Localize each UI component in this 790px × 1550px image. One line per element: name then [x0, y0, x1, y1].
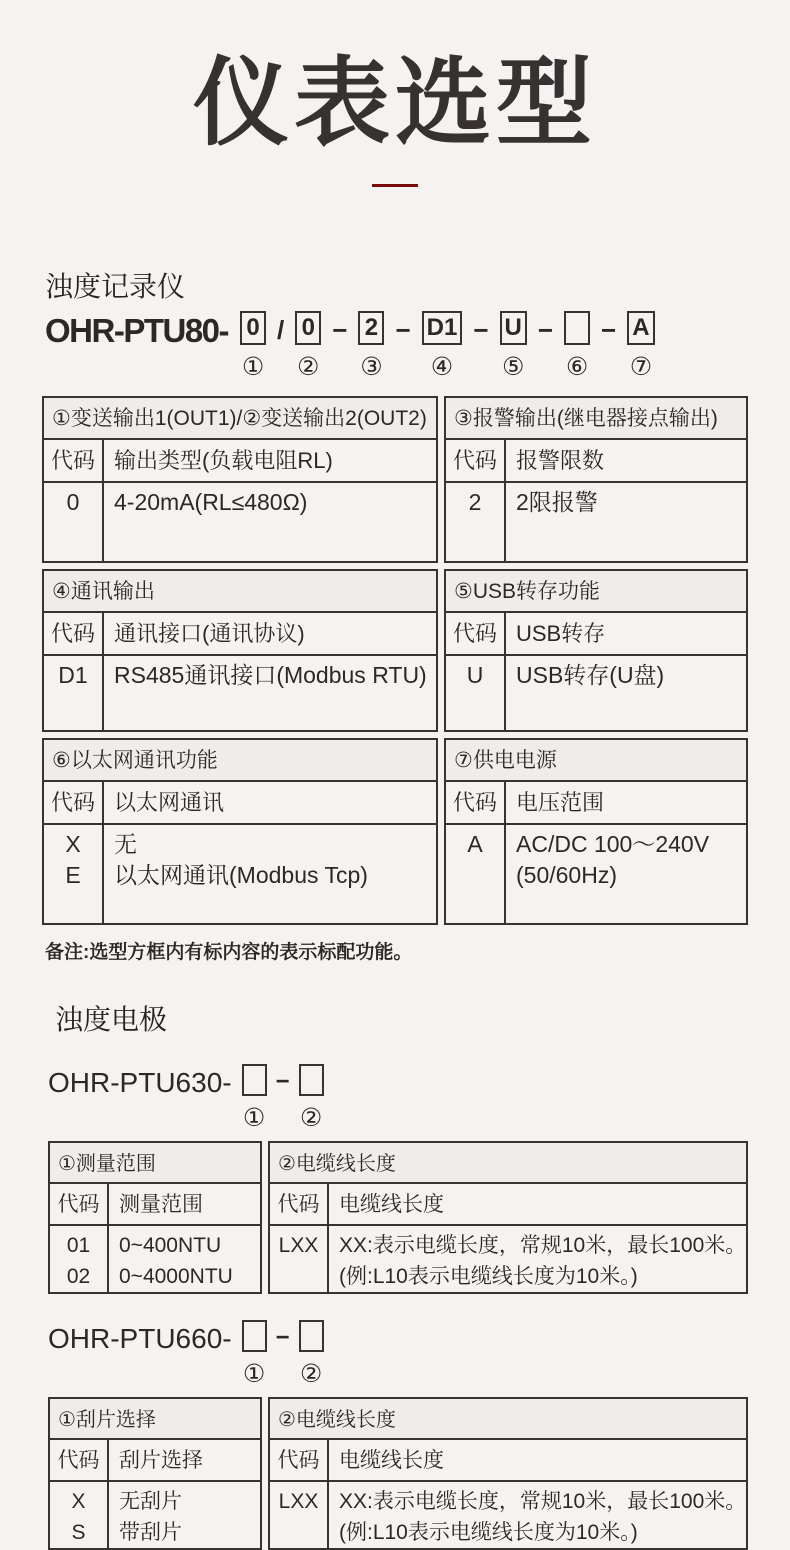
code-column-header: 代码: [50, 1440, 109, 1480]
section-title: ②电缆线长度: [270, 1143, 746, 1184]
section-subheader: [44, 782, 436, 825]
spec-section-power: [444, 738, 748, 925]
model-slot-box: D1: [422, 311, 463, 345]
code-column-header: 代码: [446, 613, 506, 654]
title-underline: [372, 184, 418, 187]
section-subheader: [270, 1440, 746, 1482]
spec-table-ptu660: [48, 1397, 748, 1550]
section-title: ①变送输出1(OUT1)/②变送输出2(OUT2): [44, 398, 436, 440]
desc-column: [104, 656, 436, 730]
spec-row-3: [42, 738, 748, 925]
desc-column: [506, 656, 746, 730]
recorder-heading: 浊度记录仪: [45, 270, 186, 302]
section-title: ⑥以太网通讯功能: [44, 740, 436, 782]
spec-section-alarm-output: [444, 396, 748, 563]
section-subheader: [50, 1440, 260, 1482]
desc-column: [506, 483, 746, 561]
desc-cell: RS485通讯接口(Modbus RTU): [114, 661, 427, 688]
code-cell: A: [467, 830, 483, 857]
code-column-header: 代码: [44, 782, 104, 823]
section-title: ①测量范围: [50, 1143, 260, 1184]
spec-row: [48, 1397, 748, 1550]
model-slot-box: [242, 1064, 267, 1096]
model-slot-1: [242, 1320, 267, 1389]
model-slot-1: [242, 1064, 267, 1133]
desc-column-header: 电压范围: [516, 789, 605, 815]
model-slot-box: U: [500, 311, 527, 345]
desc-column: [104, 825, 436, 923]
desc-column-header: 电缆线长度: [339, 1448, 444, 1472]
section-data: [446, 825, 746, 923]
section-data: [44, 825, 436, 923]
code-column-header: 代码: [50, 1184, 109, 1224]
slot-separator: −: [275, 1067, 290, 1095]
code-column: [270, 1482, 329, 1548]
desc-cell: XX:表示电缆长度，常规10米，最长100米。: [339, 1489, 747, 1513]
desc-cell: 0~400NTU: [119, 1233, 222, 1257]
spec-table-recorder: [42, 396, 748, 925]
section-subheader: [50, 1184, 260, 1226]
code-cell: X: [65, 830, 81, 857]
slot-separator: −: [275, 1323, 290, 1351]
desc-column: [109, 1226, 260, 1292]
desc-cell: (50/60Hz): [516, 861, 617, 888]
slot-separator: −: [332, 314, 348, 345]
code-column-header: 代码: [446, 782, 506, 823]
model-prefix: OHR-PTU660-: [48, 1322, 232, 1354]
section-subheader: [446, 440, 746, 483]
code-column: [50, 1482, 109, 1548]
desc-cell: 0~4000NTU: [119, 1264, 233, 1288]
section-data: [270, 1482, 746, 1548]
model-slot-box: 0: [240, 311, 266, 345]
spec-section-wiper: [48, 1397, 262, 1550]
section-title: ⑤USB转存功能: [446, 571, 746, 613]
model-slot-1: [240, 311, 266, 382]
code-cell: D1: [58, 661, 88, 688]
model-slot-box: [299, 1064, 324, 1096]
model-slot-box: 2: [358, 311, 384, 345]
spec-section-cable-length: [268, 1397, 748, 1550]
model-slot-2: [299, 1064, 324, 1133]
desc-column: [329, 1482, 746, 1548]
slot-number: ①: [242, 1103, 266, 1132]
code-cell: 02: [66, 1264, 91, 1288]
model-slot-7: [627, 311, 654, 382]
spec-row-2: [42, 569, 748, 732]
spec-section-transmit-output: [42, 396, 438, 563]
section-data: [446, 656, 746, 730]
model-slot-3: [358, 311, 384, 382]
electrode-heading: 浊度电极: [55, 1003, 168, 1035]
spec-section-cable-length: [268, 1141, 748, 1294]
slot-separator: −: [537, 314, 554, 345]
code-cell: LXX: [278, 1489, 319, 1513]
slot-number: ①: [242, 1359, 266, 1388]
spec-section-usb: [444, 569, 748, 732]
desc-cell: 2限报警: [516, 488, 598, 515]
code-column-header: 代码: [446, 440, 506, 481]
section-data: [44, 483, 436, 561]
code-column: [446, 483, 506, 561]
desc-column-header: 以太网通讯: [114, 789, 225, 815]
section-data: [446, 483, 746, 561]
desc-cell: USB转存(U盘): [516, 661, 665, 688]
section-title: ⑦供电电源: [446, 740, 746, 782]
code-column: [446, 656, 506, 730]
model-slot-4: [422, 311, 463, 382]
code-column: [44, 656, 104, 730]
desc-cell: (例:L10表示电缆线长度为10米。): [339, 1264, 638, 1288]
desc-cell: 无刮片: [119, 1489, 182, 1513]
desc-column-header: 报警限数: [516, 447, 605, 473]
desc-column-header: 通讯接口(通讯协议): [114, 620, 305, 646]
code-cell: X: [71, 1489, 86, 1513]
desc-column: [506, 825, 746, 923]
section-title: ④通讯输出: [44, 571, 436, 613]
code-cell: 0: [66, 488, 80, 515]
desc-cell: AC/DC 100～240V: [516, 830, 710, 857]
section-title: ②电缆线长度: [270, 1399, 746, 1440]
desc-column: [329, 1226, 746, 1292]
model-slot-box: [564, 311, 590, 345]
slot-number: ⑥: [565, 352, 589, 381]
slot-number: ②: [299, 1103, 323, 1132]
code-cell: U: [466, 661, 484, 688]
code-cell: 2: [468, 488, 482, 515]
model-slot-box: A: [627, 311, 654, 345]
desc-cell: 带刮片: [119, 1520, 182, 1544]
section-subheader: [446, 782, 746, 825]
desc-column-header: 测量范围: [119, 1192, 203, 1216]
desc-column-header: USB转存: [516, 620, 606, 646]
slot-number: ⑦: [629, 352, 653, 381]
slot-number: ③: [360, 352, 383, 381]
model-slot-box: [299, 1320, 324, 1352]
model-slot-2: [295, 311, 321, 382]
code-cell: LXX: [278, 1233, 319, 1257]
section-subheader: [44, 613, 436, 656]
slot-number: ④: [430, 352, 454, 381]
spec-section-range: [48, 1141, 262, 1294]
spec-row: [48, 1141, 748, 1294]
desc-cell: (例:L10表示电缆线长度为10米。): [339, 1520, 638, 1544]
desc-column: [109, 1482, 260, 1548]
section-title: ③报警输出(继电器接点输出): [446, 398, 746, 440]
desc-cell: 4-20mA(RL≤480Ω): [114, 488, 308, 515]
spec-section-comm-output: [42, 569, 438, 732]
model-slot-6: [564, 311, 590, 382]
desc-column-header: 电缆线长度: [339, 1192, 444, 1216]
code-column: [44, 825, 104, 923]
section-data: [270, 1226, 746, 1292]
model-slot-box: [242, 1320, 267, 1352]
model-slot-2: [299, 1320, 324, 1389]
slot-separator: /: [277, 314, 285, 345]
slot-number: ②: [299, 1359, 323, 1388]
desc-column-header: 刮片选择: [119, 1448, 203, 1472]
section-subheader: [270, 1184, 746, 1226]
model-slot-5: [500, 311, 527, 382]
model-prefix: OHR-PTU630-: [48, 1066, 232, 1098]
slot-separator: −: [601, 314, 617, 345]
model-code-row-ptu80: [45, 311, 790, 382]
code-cell: E: [65, 861, 81, 888]
code-column-header: 代码: [270, 1184, 329, 1224]
slot-number: ①: [241, 352, 265, 381]
slot-number: ②: [297, 352, 320, 381]
code-column-header: 代码: [44, 613, 104, 654]
code-column: [270, 1226, 329, 1292]
section-data: [44, 656, 436, 730]
desc-cell: 以太网通讯(Modbus Tcp): [114, 861, 368, 888]
spec-table-ptu630: [48, 1141, 748, 1294]
section-title: ①刮片选择: [50, 1399, 260, 1440]
desc-column-header: 输出类型(负载电阻RL): [114, 447, 333, 473]
code-column: [446, 825, 506, 923]
spec-row-1: [42, 396, 748, 563]
slot-separator: −: [395, 314, 411, 345]
desc-cell: 无: [114, 830, 137, 857]
code-cell: 01: [66, 1233, 91, 1257]
code-column-header: 代码: [270, 1440, 329, 1480]
code-column: [50, 1226, 109, 1292]
section-data: [50, 1482, 260, 1548]
desc-column: [104, 483, 436, 561]
code-column: [44, 483, 104, 561]
section-data: [50, 1226, 260, 1292]
section-subheader: [44, 440, 436, 483]
note-text: 备注:选型方框内有标内容的表示标配功能。: [45, 941, 413, 963]
model-slot-box: 0: [295, 311, 321, 345]
model-code-row-ptu630: [48, 1064, 790, 1133]
model-code-row-ptu660: [48, 1320, 790, 1389]
slot-separator: −: [473, 314, 489, 345]
desc-cell: XX:表示电缆长度，常规10米，最长100米。: [339, 1233, 747, 1257]
model-prefix: OHR-PTU80-: [45, 311, 229, 349]
section-subheader: [446, 613, 746, 656]
slot-number: ⑤: [501, 352, 525, 381]
spec-section-ethernet: [42, 738, 438, 925]
code-column-header: 代码: [44, 440, 104, 481]
page-title: 仪表选型: [193, 50, 597, 157]
code-cell: S: [71, 1520, 86, 1544]
